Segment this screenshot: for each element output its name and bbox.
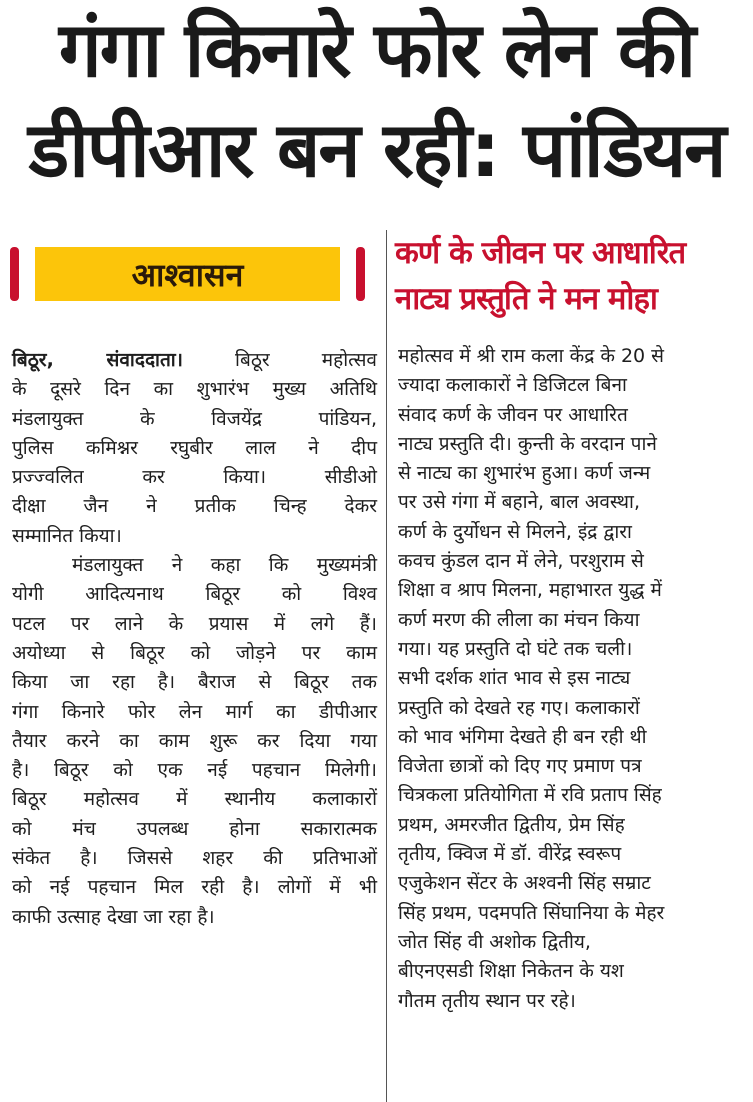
article-line: संवाद कर्ण के जीवन पर आधारित bbox=[398, 403, 628, 426]
kicker-label: आश्वासन bbox=[35, 247, 340, 301]
right-article-column bbox=[398, 342, 750, 1016]
kicker-left-bar bbox=[10, 247, 19, 301]
article-line: पटल पर लाने के प्रयास में लगे हैं। bbox=[12, 612, 377, 635]
article-line: पुलिस कमिश्नर रघुबीर लाल ने दीप bbox=[12, 436, 377, 459]
headline-line-1: गंगा किनारे फोर लेन की bbox=[58, 5, 695, 94]
headline-line-2: डीपीआर बन रही: पांडियन bbox=[28, 105, 725, 194]
article-line: को मंच उपलब्ध होना सकारात्मक bbox=[12, 817, 377, 840]
article-line: योगी आदित्यनाथ बिठूर को विश्व bbox=[12, 583, 377, 606]
article-line: सिंह प्रथम, पदमपति सिंघानिया के मेहर bbox=[398, 901, 665, 924]
kicker-banner bbox=[10, 243, 365, 305]
article-line: है। बिठूर को एक नई पहचान मिलेगी। bbox=[12, 759, 377, 782]
article-line: कर्ण मरण की लीला का मंचन किया bbox=[398, 608, 640, 631]
subheadline bbox=[395, 230, 750, 322]
article-line: को भाव भंगिमा देखते ही बन रही थी bbox=[398, 725, 647, 748]
article-text: बिठूर महोत्सव bbox=[182, 349, 377, 371]
article-line: दीक्षा जैन ने प्रतीक चिन्ह देकर bbox=[12, 495, 377, 518]
article-line: अयोध्या से बिठूर को जोड़ने पर काम bbox=[12, 641, 377, 664]
article-line: कर्ण के दुर्योधन से मिलने, इंद्र द्वारा bbox=[398, 520, 632, 543]
kicker-right-bar bbox=[356, 247, 365, 301]
article-line: के दूसरे दिन का शुभारंभ मुख्य अतिथि bbox=[12, 378, 377, 401]
article-line: तृतीय, क्विज में डॉ. वीरेंद्र स्वरूप bbox=[398, 843, 622, 866]
article-line: सभी दर्शक शांत भाव से इस नाट्य bbox=[398, 667, 631, 690]
left-article-column bbox=[12, 346, 377, 932]
subheadline-line-1: कर्ण के जीवन पर आधारित bbox=[395, 235, 686, 271]
article-line: बिठूर महोत्सव में स्थानीय कलाकारों bbox=[12, 788, 377, 811]
article-line: कवच कुंडल दान में लेने, परशुराम से bbox=[398, 550, 644, 573]
article-line: एजुकेशन सेंटर के अश्वनी सिंह सम्राट bbox=[398, 872, 651, 895]
article-line: को नई पहचान मिल रही है। लोगों में भी bbox=[12, 876, 377, 899]
article-line: चित्रकला प्रतियोगिता में रवि प्रताप सिंह bbox=[398, 784, 662, 807]
article-line: बीएनएसडी शिक्षा निकेतन के यश bbox=[398, 960, 624, 983]
article-line: गया। यह प्रस्तुति दो घंटे तक चली। bbox=[398, 637, 633, 660]
article-line: प्रथम, अमरजीत द्वितीय, प्रेम सिंह bbox=[398, 813, 625, 836]
article-line: से नाट्य का शुभारंभ हुआ। कर्ण जन्म bbox=[398, 462, 651, 485]
article-line: तैयार करने का काम शुरू कर दिया गया bbox=[12, 729, 377, 752]
article-line: पर उसे गंगा में बहाने, बाल अवस्था, bbox=[398, 491, 641, 514]
article-line: प्रज्ज्वलित कर किया। सीडीओ bbox=[12, 466, 377, 489]
article-line: गंगा किनारे फोर लेन मार्ग का डीपीआर bbox=[12, 700, 377, 723]
article-line: नाट्य प्रस्तुति दी। कुन्ती के वरदान पाने bbox=[398, 432, 657, 455]
article-line: महोत्सव में श्री राम कला केंद्र के 20 से bbox=[398, 345, 665, 367]
article-line: विजेता छात्रों को दिए गए प्रमाण पत्र bbox=[398, 755, 642, 778]
headline bbox=[0, 0, 753, 200]
dateline: बिठूर, संवाददाता। bbox=[12, 349, 183, 371]
article-line bbox=[12, 346, 377, 375]
article-line: शिक्षा व श्राप मिलना, महाभारत युद्ध में bbox=[398, 579, 662, 602]
article-line: प्रस्तुति को देखते रह गए। कलाकारों bbox=[398, 696, 640, 719]
subheadline-line-2: नाट्य प्रस्तुति ने मन मोहा bbox=[395, 281, 657, 317]
article-line: संकेत है। जिससे शहर की प्रतिभाओं bbox=[12, 847, 377, 870]
article-line: काफी उत्साह देखा जा रहा है। bbox=[12, 905, 215, 928]
article-line: सम्मानित किया। bbox=[12, 524, 122, 547]
article-line: ज्यादा कलाकारों ने डिजिटल बिना bbox=[398, 374, 627, 397]
article-line: मंडलायुक्त ने कहा कि मुख्यमंत्री bbox=[72, 554, 377, 577]
article-line: गौतम तृतीय स्थान पर रहे। bbox=[398, 989, 576, 1012]
article-line: जोत सिंह वी अशोक द्वितीय, bbox=[398, 930, 591, 953]
column-divider bbox=[386, 230, 387, 1102]
article-line: मंडलायुक्त के विजयेंद्र पांडियन, bbox=[12, 407, 377, 430]
article-line: किया जा रहा है। बैराज से बिठूर तक bbox=[12, 671, 377, 694]
